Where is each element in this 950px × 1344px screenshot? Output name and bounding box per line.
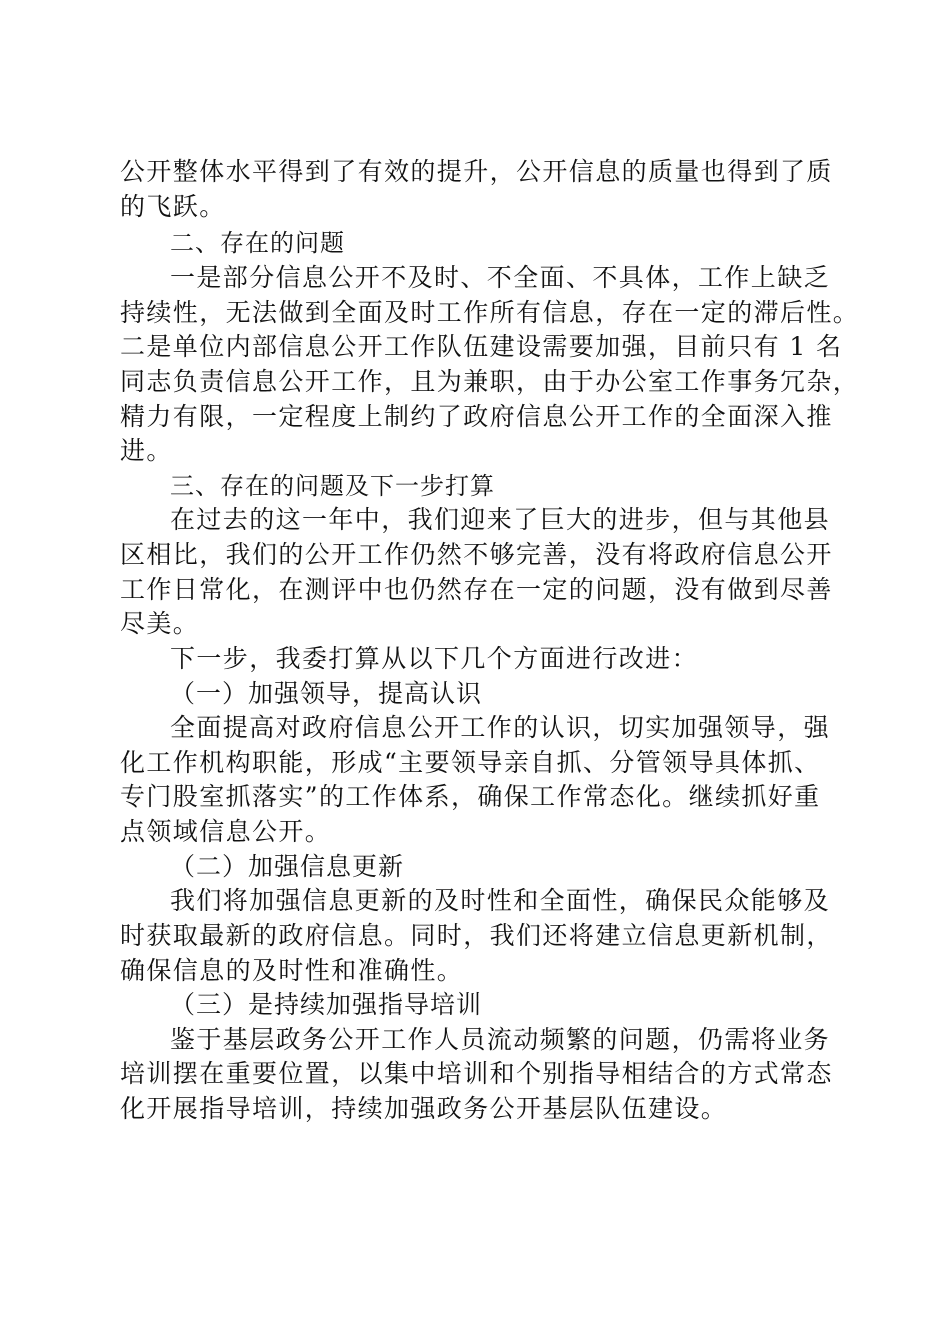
- body-text-line: 的飞跃。: [120, 192, 226, 221]
- body-text-line: 在过去的这一年中，我们迎来了巨大的进步，但与其他县: [170, 505, 831, 534]
- body-text-line: 公开整体水平得到了有效的提升，公开信息的质量也得到了质: [120, 157, 833, 186]
- section-heading: 三、存在的问题及下一步打算: [170, 472, 495, 500]
- body-text-line: 同志负责信息公开工作，且为兼职，由于办公室工作事务冗杂，: [120, 367, 860, 396]
- body-text-line: 时获取最新的政府信息。同时，我们还将建立信息更新机制，: [120, 921, 833, 950]
- body-text-line: 全面提高对政府信息公开工作的认识，切实加强领导，强: [170, 713, 831, 742]
- body-text-line: 化工作机构职能，形成“主要领导亲自抓、分管领导具体抓、: [120, 748, 821, 777]
- body-text-line: 我们将加强信息更新的及时性和全面性，确保民众能够及: [170, 886, 831, 915]
- body-text-line: 工作日常化，在测评中也仍然存在一定的问题，没有做到尽善: [120, 575, 833, 604]
- section-heading: 二、存在的问题: [170, 229, 345, 257]
- body-text-line: 尽美。: [120, 609, 200, 638]
- body-text-line: 精力有限，一定程度上制约了政府信息公开工作的全面深入推: [120, 402, 833, 431]
- body-text-line: 下一步，我委打算从以下几个方面进行改进：: [170, 644, 699, 673]
- body-text-line: 进。: [120, 436, 173, 465]
- body-text-line: 区相比，我们的公开工作仍然不够完善，没有将政府信息公开: [120, 540, 833, 569]
- body-text-line: 培训摆在重要位置，以集中培训和个别指导相结合的方式常态: [120, 1059, 833, 1088]
- subsection-heading: （一）加强领导，提高认识: [170, 679, 483, 708]
- body-text-line: 专门股室抓落实”的工作体系，确保工作常态化。继续抓好重: [120, 782, 821, 811]
- body-text-line: 确保信息的及时性和准确性。: [120, 956, 464, 985]
- body-text-line: 点领域信息公开。: [120, 817, 332, 846]
- body-text-line: 鉴于基层政务公开工作人员流动频繁的问题，仍需将业务: [170, 1025, 831, 1054]
- body-text-line: 化开展指导培训，持续加强政务公开基层队伍建设。: [120, 1094, 728, 1123]
- subsection-heading: （二）加强信息更新: [170, 852, 405, 881]
- body-text-line: 一是部分信息公开不及时、不全面、不具体，工作上缺乏: [170, 263, 831, 292]
- body-text-line: 持续性，无法做到全面及时工作所有信息，存在一定的滞后性。: [120, 298, 860, 327]
- subsection-heading: （三）是持续加强指导培训: [170, 990, 483, 1019]
- body-text-line: 二是单位内部信息公开工作队伍建设需要加强，目前只有 1 名: [120, 332, 843, 361]
